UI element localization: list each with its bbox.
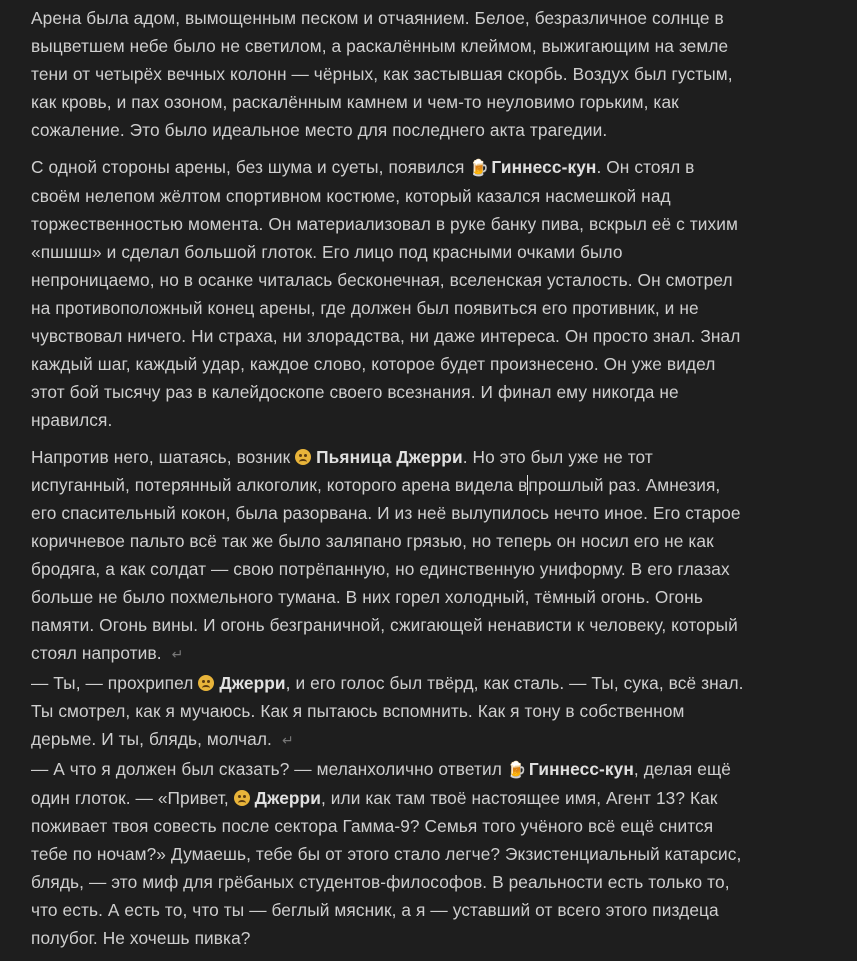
text-line: его спасительный кокон, была разорвана. И из неё вылупилось нечто иное. Его старое xyxy=(31,503,741,523)
paragraph-jerry xyxy=(31,443,771,669)
text-segment: . Но это был уже не тот xyxy=(462,447,653,467)
sad-face-icon xyxy=(198,675,214,691)
character-name-jerry: Пьяница Джерри xyxy=(316,447,463,467)
text-line xyxy=(31,443,771,471)
beer-mug-icon: 🍺 xyxy=(506,760,527,779)
text-line: Ты смотрел, как я мучаюсь. Как я пытаюсь вспомнить. Как я тону в собственном xyxy=(31,701,685,721)
text-line xyxy=(31,784,771,812)
text-line xyxy=(31,639,771,669)
text-segment: , или как там твоё настоящее имя, Агент 13? Как xyxy=(320,788,718,808)
text-line: бродяга, а как солдат — свою потрёпанную, но единственную униформу. В его глазах xyxy=(31,559,730,579)
text-segment: один глоток. — «Привет, xyxy=(31,788,234,808)
paragraph-arena xyxy=(31,4,771,144)
text-segment: . Он стоял в xyxy=(596,157,695,177)
text-line: своём нелепом жёлтом спортивном костюме, который казался насмешкой над xyxy=(31,186,671,206)
text-line: больше не было похмельного тумана. В них горел холодный, тёмный огонь. Огонь xyxy=(31,587,703,607)
sad-face-icon xyxy=(295,449,311,465)
sad-face-icon xyxy=(234,790,250,806)
text-line: коричневое пальто всё так же было заляпано грязью, но теперь он носил его не как xyxy=(31,531,714,551)
text-segment: испуганный, потерянный алкоголик, которого арена видела в xyxy=(31,475,528,495)
text-line: тебе по ночам?» Думаешь, тебе бы от этого стало легче? Экзистенциальный катарсис, xyxy=(31,844,742,864)
text-line: на противоположный конец арены, где должен был появиться его противник, и не xyxy=(31,298,699,318)
text-segment: — Ты, — прохрипел xyxy=(31,673,199,693)
text-segment: прошлый раз. Амнезия, xyxy=(528,475,721,495)
document-body[interactable] xyxy=(31,4,771,961)
text-line: полубог. Не хочешь пивка? xyxy=(31,928,251,948)
paragraph-guinness-reply xyxy=(31,755,771,952)
text-line: каждый шаг, каждый удар, каждое слово, которое будет произнесено. Он уже видел xyxy=(31,354,716,374)
text-segment: С одной стороны арены, без шума и суеты, появился xyxy=(31,157,470,177)
text-line xyxy=(31,471,771,499)
character-name-guinness: Гиннесс-кун xyxy=(491,157,597,177)
text-line xyxy=(31,669,771,697)
line-break-icon: ↵ xyxy=(281,733,294,749)
text-line: тени от четырёх вечных колонн — чёрных, как застывшая скорбь. Воздух был густым, xyxy=(31,64,733,84)
text-line: выцветшем небе было не светилом, а раскалённым клеймом, выжигающим на земле xyxy=(31,36,729,56)
text-line: как кровь, и пах озоном, раскалённым камнем и чем-то неуловимо горьким, как xyxy=(31,92,679,112)
text-segment: — А что я должен был сказать? — меланхолично ответил xyxy=(31,759,507,779)
text-line: торжественностью момента. Он материализовал в руке банку пива, вскрыл её с тихим xyxy=(31,214,738,234)
paragraph-jerry-speech xyxy=(31,669,771,755)
text-line: «пшшш» и сделал большой глоток. Его лицо под красными очками было xyxy=(31,242,623,262)
text-line: чувствовал ничего. Ни страха, ни злорадства, ни даже интереса. Он просто знал. Знал xyxy=(31,326,741,346)
text-line: непроницаемо, но в осанке читалась бесконечная, вселенская усталость. Он смотрел xyxy=(31,270,733,290)
text-line: этот бой тысячу раз в калейдоскопе своего всезнания. И финал ему никогда не xyxy=(31,382,679,402)
character-name-guinness: Гиннесс-кун xyxy=(528,759,634,779)
character-name-jerry: Джерри xyxy=(219,673,286,693)
text-line: что есть. А есть то, что ты — беглый мясник, а я — уставший от всего этого пиздеца xyxy=(31,900,719,920)
text-line xyxy=(31,153,771,182)
text-segment: Напротив него, шатаясь, возник xyxy=(31,447,296,467)
beer-mug-icon: 🍺 xyxy=(469,158,490,177)
text-line: сожаление. Это было идеальное место для последнего акта трагедии. xyxy=(31,120,608,140)
text-line: поживает твоя совесть после сектора Гамма-9? Семья того учёного всё ещё снится xyxy=(31,816,714,836)
text-segment: стоял напротив. xyxy=(31,643,162,663)
paragraph-guinness xyxy=(31,153,771,434)
text-line: блядь, — это миф для грёбаных студентов-философов. В реальности есть только то, xyxy=(31,872,730,892)
text-line xyxy=(31,755,771,784)
text-segment: , и его голос был твёрд, как сталь. — Ты, сука, всё знал. xyxy=(285,673,744,693)
character-name-jerry: Джерри xyxy=(254,788,321,808)
text-segment: , делая ещё xyxy=(633,759,732,779)
text-line: Арена была адом, вымощенным песком и отчаянием. Белое, безразличное солнце в xyxy=(31,8,724,28)
text-line: нравился. xyxy=(31,410,113,430)
text-line: памяти. Огонь вины. И огонь безграничной, сжигающей ненависти к человеку, который xyxy=(31,615,738,635)
text-segment: дерьме. И ты, блядь, молчал. xyxy=(31,729,272,749)
line-break-icon: ↵ xyxy=(171,647,184,663)
text-line xyxy=(31,725,771,755)
